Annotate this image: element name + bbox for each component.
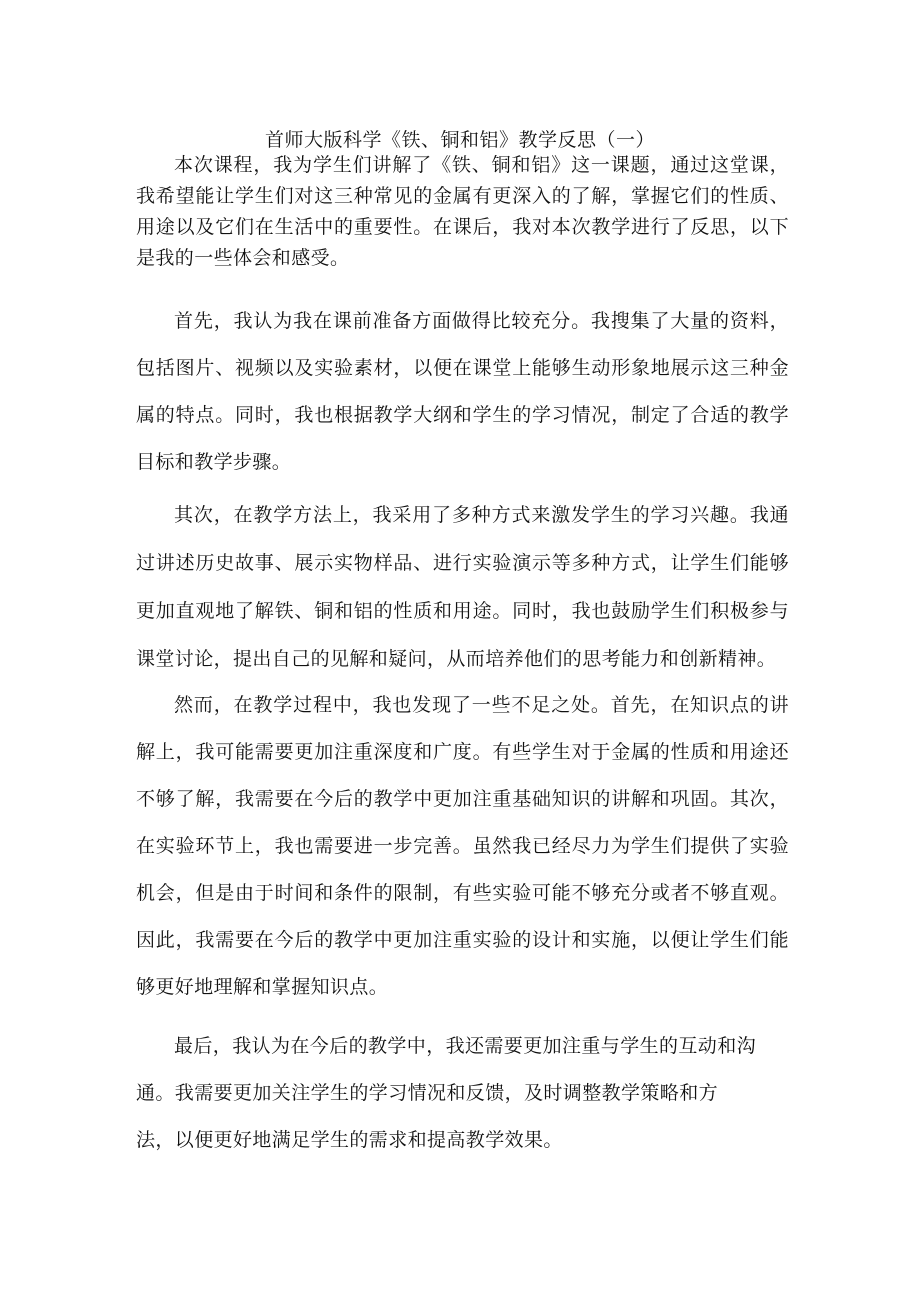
paragraph-methods: 其次，在教学方法上，我采用了多种方式来激发学生的学习兴趣。我通过讲述历史故事、展示实物样品、进行实验演示等多种方式，让学生们能够更加直观地了解铁、铜和铝的性质和用途。同时，我也鼓励学生们积极参与课堂讨论，提出自己的见解和疑问，从而培养他们的思考能力和创新精神。 xyxy=(136,504,789,670)
paragraph-conclusion: 最后，我认为在今后的教学中，我还需要更加注重与学生的互动和沟通。我需要更加关注学生的学习情况和反馈，及时调整教学策略和方法，以便更好地满足学生的需求和提高教学效果。 xyxy=(136,1035,757,1151)
document-title: 首师大版科学《铁、铜和铝》教学反思（一） xyxy=(264,129,655,151)
paragraph-intro: 本次课程，我为学生们讲解了《铁、铜和铝》这一课题，通过这堂课，我希望能让学生们对这三种常见的金属有更深入的了解，掌握它们的性质、用途以及它们在生活中的重要性。在课后，我对本次教学进行了反思，以下是我的一些体会和感受。 xyxy=(136,154,789,269)
paragraph-shortcomings: 然而，在教学过程中，我也发现了一些不足之处。首先，在知识点的讲解上，我可能需要更加注重深度和广度。有些学生对于金属的性质和用途还不够了解，我需要在今后的教学中更加注重基础知识的讲解和巩固。其次，在实验环节上，我也需要进一步完善。虽然我已经尽力为学生们提供了实验机会，但是由于时间和条件的限制，有些实验可能不够充分或者不够直观。因此，我需要在今后的教学中更加注重实验的设计和实施，以便让学生们能够更好地理解和掌握知识点。 xyxy=(136,694,789,998)
paragraph-preparation: 首先，我认为我在课前准备方面做得比较充分。我搜集了大量的资料，包括图片、视频以及实验素材，以便在课堂上能够生动形象地展示这三种金属的特点。同时，我也根据教学大纲和学生的学习情况，制定了合适的教学目标和教学步骤。 xyxy=(136,310,789,473)
